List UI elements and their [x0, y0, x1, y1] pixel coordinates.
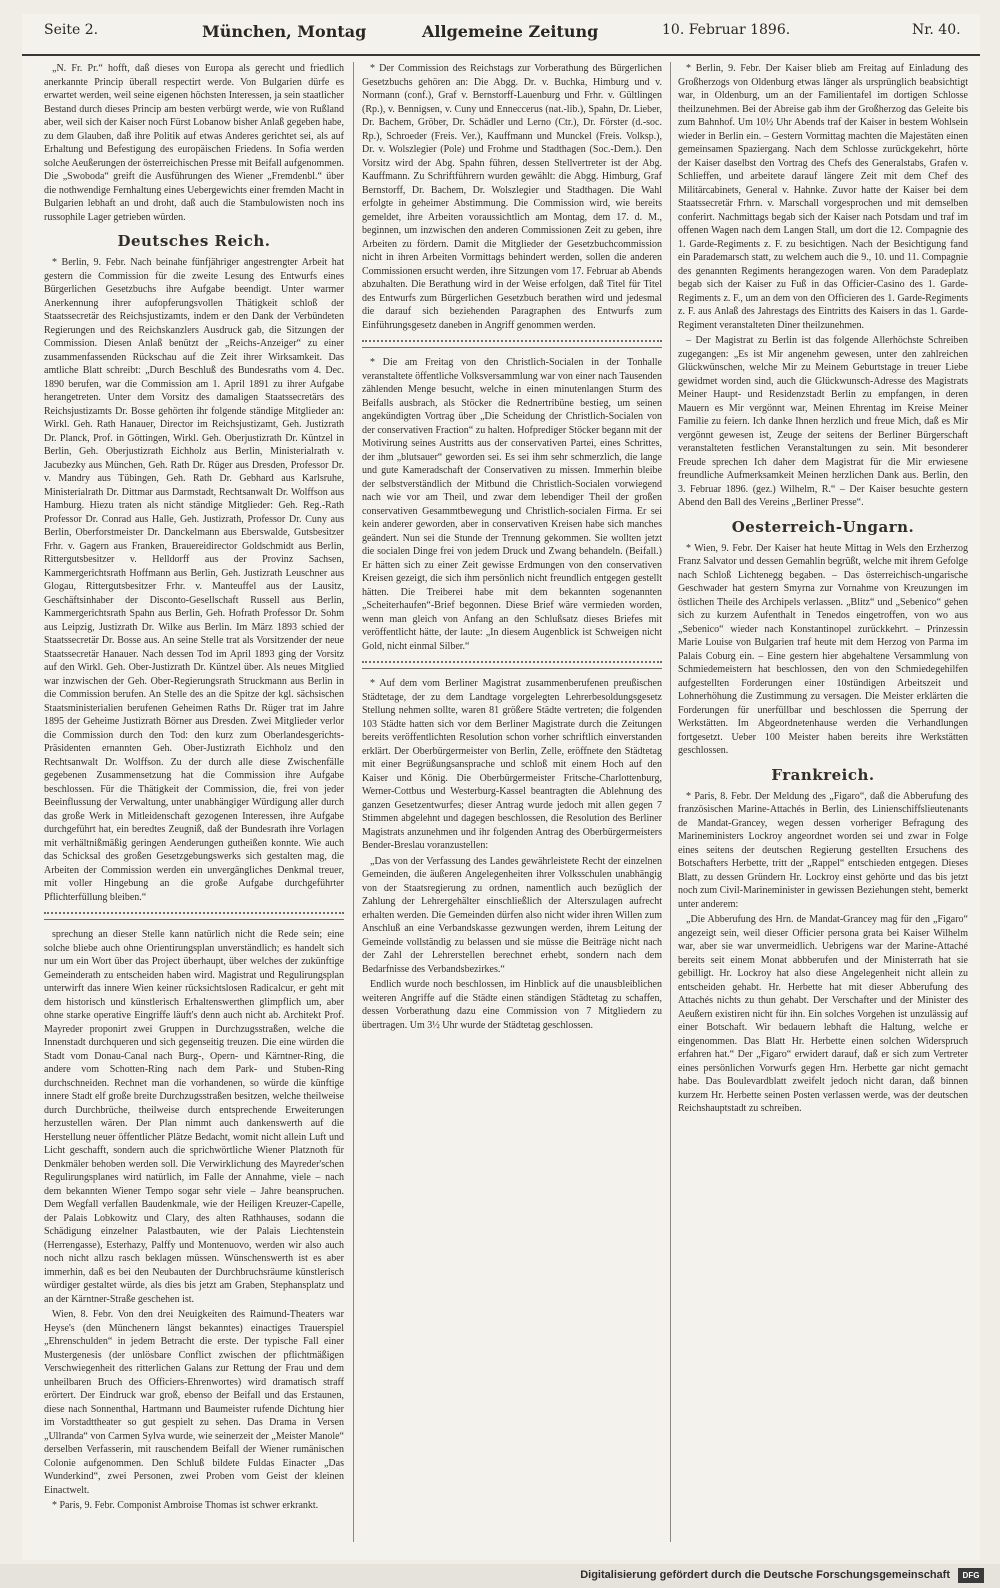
article-wien-kaiser: * Wien, 9. Febr. Der Kaiser hat heute Mittag in Wels den Erzherzog Franz Salvator und dessen Gemahlin begrüßt, welche mit ihrem Gefolge nach Schloß Lichtenegg begaben. – Das österreichisch-ungarische Geschwader hat gestern Smyrna zur Vornahme von Kreuzungen im östlichen Theile des Archipels verlassen. „Blitz“ und „Sebenico“ gehen sich zu kurzem Aufenthalt in Tenedos eingetroffen, von wo aus „Sebenico“ wieder nach Konstantinopel zurückkehrt. – Prinzessin Marie Louise von Bulgarien traf heute mit dem Herzog von Parma im Palais Coburg ein. – Eine gestern hier abgehaltene Versammlung von Schmiedemeistern hat beschlossen, den von den Schmiedegehilfen aufgestellten Forderungen einer 10stündigen Arbeitszeit und Lohnerhöhung die Zustimmung zu versagen. Die Meister erklärten die Forderungen für unerfüllbar und beschlossen die Sperrung der Werkstätten. Im Abgeordnetenhause werden die Verhandlungen fortgesetzt. Ueber 100 Meister haben bereits ihre Werkstätten geschlossen. [678, 542, 968, 756]
issue-date: 10. Februar 1896. [662, 22, 791, 38]
article-staedtetag-end: Endlich wurde noch beschlossen, im Hinblick auf die unausbleiblichen weiteren Angriffe auf die Städte einen ständigen Städtetag zu schaffen, dessen Vorberathung dazu eine Commission von 7 Mitgliedern zu übertragen. Um 3½ Uhr wurde der Städtetag geschlossen. [362, 979, 662, 1031]
separator-rule [362, 340, 662, 348]
section-heading-deutsches-reich: Deutsches Reich. [117, 232, 271, 250]
section-heading-oesterreich-ungarn: Oesterreich-Ungarn. [731, 517, 915, 536]
newspaper-page [22, 14, 980, 1560]
article-staedtetag: * Auf dem vom Berliner Magistrat zusammenberufenen preußischen Städtetage, der zu dem Landtage vorgelegten Lehrerbesoldungsgesetz Stellung nehmen sollte, waren 81 größere Städte vertreten; die folgenden 103 Städte hatten sich vor dem Berliner Magistrate durch die Zeitungen bereits veröffentlichten Resolution schon vorher schriftlich einverstanden erklärt. Der Oberbürgermeister von Berlin, Zelle, eröffnete den Städtetag mit einer Begrüßungsansprache und schloß mit einem Hoch auf den Kaiser und König. Die Oberbürgermeister Fritsche-Charlottenburg, Werner-Cottbus und Westerburg-Kassel beantragten die Ablehnung des ganzen Gesetzentwurfes; dieser Antrag wurde jedoch mit allen gegen 7 Stimmen abgelehnt und dagegen beschlossen, die Resolution des Berliner Magistrats anzunehmen und ihr folgenden Antrag des Oberbürgermeisters Bender-Breslau voranzustellen: [362, 678, 662, 851]
issue-number: Nr. 40. [912, 22, 961, 38]
column-2 [362, 62, 662, 1542]
section-heading-frankreich: Frankreich. [771, 765, 875, 784]
article-wien-regulation: sprechung an dieser Stelle kann natürlich nicht die Rede sein; eine solche bliebe auch ohne Orientirungsplan unverständlich; es handelt sich nur um ein Wort über das Project überhaupt, über welches der zukünftige Gemeinderath zu entscheiden haben wird. Magistrat und Regulirungsplan unterwirft das innere Wien keiner rücksichtslosen Radicalcur, er geht mit dem historisch und künstlerisch Erhaltenswerthen glimpflich um, aber ohne starke operative Eingriffe läuft's denn auch nicht ab. Architekt Prof. Mayreder proponirt zwei Gruppen in Durchzugsstraßen, welche die Innenstadt durchqueren und sich gegenseitig treuzen. Die eine würden die Stadt vom Donau-Canal nach Burg-, Opern- und Kärntner-Ring, die andere vom Schotten-Ring nach dem Park- und Stuben-Ring durchschneiden. Rechnet man die vorhandenen, so würde die künftige innere Stadt elf große breite Durchzugsstraßen besitzen, welche theilweise durch Durchbrüche, theilweise durch entsprechende Erweiterungen herzustellen wären. Der Plan nimmt auch dankenswerth auf die Herstellung neuer öffentlicher Plätze Bedacht, womit nicht allein Luft und Licht geschafft, sondern auch die sprichwörtliche Wiener Platznoth für Denkmäler behoben werden soll. Die Verwirklichung des Mayreder'schen Regulirungsplanes wird natürlich, im Falle der Annahme, viele – nach dem bekannten Wiener Tempo sogar sehr viele – Jahre beanspruchen. Dem Wegfall verfallen Baudenkmale, wie der Heiligen Kreuzer-Capelle, der Palais Lobkowitz und Clary, des alten Rathhauses, sodann die Schädigung einzelner Palastbauten, wie der Palais Liechtenstein (Herrengasse), Esterhazy, Palffy und Montenuovo, werden wir also auch noch nicht allzu rasch beklagen müssen. Wünschenswerth ist es aber immerhin, daß es bei den Neubauten der Durchbruchsräume künstlerisch würdiger gestaltet würde, als dies bis jetzt am Graben, Stephansplatz und an der Kärntner-Straße geschehen ist. [44, 929, 344, 1305]
article-christlich-sociale: * Die am Freitag von den Christlich-Socialen in der Tonhalle veranstaltete öffentliche Volksversammlung war von einer nach Tausenden zählenden Menge besucht, welche in einen minutenlangen Sturm des Beifalls ausbrach, als Stöcker die Rednertribüne bestieg, um seinen angekündigten Vortrag über „Die Scheidung der Christlich-Socialen von der conservativen Fraction“ zu halten. Hofprediger Stöcker begann mit der Motivirung seines Austritts aus der conservativen Partei, eines Schrittes, der ihm „blutsauer“ geworden sei. Es sei ihm sehr schmerzlich, die lange und gute Kameradschaft der Conservativen zu missen. Immerhin bleibe der selbstverständlich der Mitbund die Christlich-Socialen vorwiegend nach wie vor am Theil, und zwar dem lebendiger Theil der großen conservativen Gesammtbewegung und Christlich-socialen Firma. Er sei kein anderer geworden, aber in conservativen Kreisen habe sich manches geändert. Nun sei die Stunde der Trennung gekommen. Sie wollten jetzt die socialen Dinge frei von jedem Druck und Zwang behandeln. (Beifall.) Er hätten sich zu einer Zeit gewisse Erdmungen von den conservativen Kreisen gezeigt, die sich ihm persönlich nicht freundlich entgegen gestellt hätten. Die Treiberei habe mit dem bekannten sogenannten „Scheiterhaufen“-Brief begonnen. Diese Brief wäre vermieden worden, wenn man gleich von Anfang an den Schlußsatz dieses Briefes mit veröffentlicht hätte, der laute: „In diesem Augenblick ist Schweigen nicht Gold, nicht einmal Silber.“ [362, 357, 662, 652]
article-reichstag-commission: * Der Commission des Reichstags zur Vorberathung des Bürgerlichen Gesetzbuchs gehören an: Die Abgg. Dr. v. Buchka, Himburg und v. Normann (conf.), Graf v. Bernstorff-Lauenburg und Frhr. v. Gültlingen (Rp.), v. Bennigsen, v. Cuny und Enneccerus (nat.-lib.), Spahn, Dr. Lieber, Dr. Bachem, Gröber, Dr. Schädler und Lerno (Ctr.), Dr. Förster (d.-soc. Rp.), Schroeder (Freis. Ver.), Kauffmann und Munckel (Freis. Volksp.), Dr. v. Wolszlegier (Pole) und Frohme und Stadthagen (Soc.-Dem.). Den Vorsitz wird der Abg. Spahn führen, dessen Stellvertreter ist der Abg. Kauffmann. Zu Schriftführern wurden gewählt: die Abgg. Himburg, Graf Bernstorff, Dr. Bachem, Dr. Wolszlegier und Stadthagen. Die Wahl erfolgte in geheimer Abstimmung. Die Commission wird, wie bereits gemeldet, ihre Arbeiten voraussichtlich am Montag, dem 17. d. M., beginnen, um inzwischen den anderen Commissionen Zeit zu geben, ihre Arbeiten zu fördern. Damit die Mitglieder der Gesetzbuchcommission nicht in ihren Arbeiten Vormittags behindert werden, sollen die anderen Commissionen ersucht werden, ihre Sitzungen vom 17. Februar ab Abends abzuhalten. Die Berathung wird in der Weise erfolgen, daß Titel für Titel des Entwurfs zum Bürgerlichen Gesetzbuch berathen wird und jedesmal die darauf sich beziehenden Paragraphen des Entwurfs zum Einführungsgesetz daneben in Angriff genommen werden. [362, 63, 662, 331]
digitization-footer [0, 1564, 1000, 1588]
article-paris-thomas: * Paris, 9. Febr. Componist Ambroise Thomas ist schwer erkrankt. [52, 1500, 319, 1511]
separator-rule [362, 661, 662, 669]
article-berlin-kaiser: * Berlin, 9. Febr. Der Kaiser blieb am Freitag auf Einladung des Großherzogs von Oldenburg etwas länger als ursprünglich beabsichtigt war, in Oldenburg, um an der Familientafel im dortigen Schlosse theilzunehmen. Bei der Abreise gab ihm der Großherzog das Geleite bis zum Bahnhof. Um 10½ Uhr Abends traf der Kaiser in bestem Wohlsein wieder in Berlin ein. – Gestern Vormittag machten die Majestäten einen gemeinsamen Spaziergang. Nach dem Schlosse zurückgekehrt, hörte der Kaiser daselbst den Vortrag des Chefs des Generalstabs, Grafen v. Schlieffen, und arbeitete darauf längere Zeit mit dem Chef des Militärcabinets, General v. Hahnke. Zuvor hatte der Kaiser bei dem Staatssecretär Frhrn. v. Marschall vorgesprochen und mit demselben conferirt. Nachmittags begab sich der Kaiser nach Potsdam und traf im offenen Wagen nach dem Langen Stall, um dort die 12. Compagnie des 1. Garde-Regiments z. F. zu besichtigen. Nach der Besichtigung fand ein Parademarsch statt, zu welchem auch die 9., 10. und 11. Compagnie des genannten Regiments herangezogen waren. Von dem Paradeplatz begab sich der Kaiser zu Fuß in das Officier-Casino des 1. Garde-Regiments z. F., um an dem von den Officieren des 1. Garde-Regiments z. F. aus Anlaß des Jahrestags des Eintritts des Kaisers in das 1. Garde-Regiment veranstalteten Diner theilzunehmen. [678, 63, 968, 331]
article-staedtetag-resolution: „Das von der Verfassung des Landes gewährleistete Recht der einzelnen Gemeinden, die äußeren Angelegenheiten ihrer Volksschulen unabhängig von der Staatsregierung zu ordnen, namentlich auch bezüglich der Zahlung der Lehrergehälter einschließlich der Alterszulagen aufrecht erhalten werden. Die Gemeinden dürfen also nicht wider ihren Willen zum Anschluß an eine Verbandskasse gezwungen werden, ihrem Leitung der Gemeinde vollständig zu belassen und sie müsse die Beiträge nicht nach der Zahl der Lehrerstellen berechnet erhebt, sondern nach dem Bedarfnisse des Verbandsbezirkes.“ [362, 855, 662, 975]
column-1 [44, 62, 344, 1542]
article-paris-rappel: „Die Abberufung des Hrn. de Mandat-Grancey mag für den „Figaro“ angezeigt sein, weil dieser Officier persona grata bei Kaiser Wilhelm war, aber sie war unvermeidlich. Uebrigens war der Marine-Attaché bereits seit einem Monat abbberufen und der Ministerrath hat sie gebilligt. Hr. Lockroy hat also diese Angelegenheit nicht allein zu entscheiden gehabt. Hr. Herbette hat mit dieser Abberufung des Attachés nichts zu thun gehabt. Der Verschafter und der Minister des Aeußern existiren nicht für ihn. Ein solches Vorgehen ist unzulässig auf einer Botschaft. Wir bedauern lebhaft die Haltung, welche er eingenommen. Das Blatt Hr. Herbette einen solchen Widerspruch erfahren hat.“ Der „Figaro“ erwidert darauf, daß er sich zum Vertreter eines persönlichen Vorwurfs gegen Hrn. Herbette gar nicht gemacht habe. Das Boulevardblatt zweifelt jedoch nicht daran, daß binnen kurzem Hr. Herbette seinen Posten verlassen werde, was der deutschen Reichshauptstadt zu schreiben. [678, 914, 968, 1114]
page-number: Seite 2. [44, 22, 99, 38]
article-bulgaria: „N. Fr. Pr.“ hofft, daß dieses von Europa als gerecht und friedlich anerkannte Princip überall respectirt werde. Von Bulgarien dürfe es erwartet werden, weil seine eigenen höchsten Interessen, ja sein staatlicher Bestand durch dieses Princip am besten verbürgt werde, wie von Rußland aber, weil sich der Kaiser noch Fürst Lobanow bisher Anlaß gegeben habe, zu dem Glauben, daß ihre Politik auf etwas Anderes gerichtet sei, als auf Erhaltung und Befestigung des europäischen Friedens. In Sofia werden solche Aeußerungen der österreichischen Presse mit Beifall aufgenommen. Die „Swoboda“ greift die Ausführungen des Wiener „Fremdenbl.“ über die nothwendige Fernhaltung eines Uebergewichts einer fremden Macht in Bulgarien lebhaft an und droht, daß auch die Stambulowisten noch ins russophile Lager getrieben würden. [44, 63, 344, 223]
dfg-logo-icon: DFG [958, 1568, 984, 1583]
city-day: München, Montag [202, 22, 367, 41]
separator-rule [44, 912, 344, 920]
column-divider [670, 62, 671, 1542]
column-3 [678, 62, 968, 1542]
footer-credit: Digitalisierung gefördert durch die Deutsche Forschungsgemeinschaft [580, 1569, 950, 1581]
newspaper-title: Allgemeine Zeitung [422, 22, 599, 41]
article-berlin-commission: * Berlin, 9. Febr. Nach beinahe fünfjähriger angestrengter Arbeit hat gestern die Commission für die zweite Lesung des Entwurfs eines Bürgerlichen Gesetzbuchs ihre Aufgabe beendigt. Unter warmer Anerkennung ihrer aufopferungsvollen Thätigkeit schloß der Staatssecretär des Reichsjustizamts, indem er den Dank der Verbündeten Regierungen und des Reichskanzlers Ausdruck gab, die Sitzungen der Commission. Diesen Anlaß benützt der „Reichs-Anzeiger“ zu einer zusammenfassenden Rückschau auf die Zeit ihrer Wirksamkeit. Das amtliche Blatt schreibt: „Durch Beschluß des Bundesraths vom 4. Dec. 1890 berufen, war die Commission am 1. April 1891 zu ihrer Aufgabe herangetreten. Unter dem Vorsitz des damaligen Staatssecretärs des Reichsjustizamts Dr. Bosse gehörten ihr folgende ständige Mitglieder an: Wirkl. Geh. Rath Hanauer, Director im Reichsjustizamt, Geh. Justizrath Dr. Planck, Prof. in Göttingen, Wirkl. Geh. Oberjustizrath Dr. Küntzel in Berlin, Geh. Oberjustizrath Eichholz aus Berlin, Ministerialrath v. Jacubezky aus München, Geh. Rath Dr. Rüger aus Dresden, Professor Dr. v. Mandry aus Tübingen, Geh. Rath Dr. Gebhard aus Karlsruhe, Ministerialrath Dr. Dittmar aus Darmstadt, Rechtsanwalt Dr. Wolffson aus Hamburg. Hiezu traten als nicht ständige Mitglieder: Geh. Reg.-Rath Professor Dr. Conrad aus Halle, Geh. Justizrath, Professor Dr. Cuny aus Berlin, Oberforstmeister Dr. Danckelmann aus Eberswalde, Gutsbesitzer Frhr. v. Gagern aus Franken, Brauereidirector Goldschmidt aus Berlin, Rittergutsbesitzer v. Helldorff aus der Provinz Sachsen, Kammergerichtsrath Hoffmann aus Berlin, Geh. Justizrath Leuschner aus Glogau, Rittergutsbesitzer Frhr. v. Manteuffel aus der Lausitz, Geschäftsinhaber der Disconto-Gesellschaft Russell aus Berlin, Kammergerichtsrath Spahn aus Berlin, Geh. Hofrath Professor Dr. Sohm aus Leipzig, Justizrath Dr. Wilke aus Berlin. Im März 1893 schied der Staatssecretär Dr. Bosse aus. An seine Stelle trat als Vorsitzender der neue Staatssecretär Hanauer. Nach dessen Tod im April 1893 ging der Vorsitz auf den Wirkl. Geh. Ober-Justizrath Dr. Küntzel über. Als neues Mitglied war inzwischen der Geh. Ober-Regierungsrath Struckmann aus Berlin in die Commission berufen. An Stelle des an die Spitze der kgl. sächsischen Staatsministerialien berufenen Geheimen Raths Dr. Rüger trat im Jahre 1895 der Geheime Justizrath Börner aus Dresden. Zwei Mitglieder verlor die Commission durch den Tod: den kurz zum Oberlandesgerichts-Präsidenten ernannten Geh. Ober-Justizrath Eichholz und den Rechtsanwalt Dr. Wolffson. Zu der durch alle diese Zwischenfälle gegebenen Zusammensetzung hat die Commission ihre Aufgabe beschlossen. Für die Thätigkeit der Commission, die, frei von jeder Beeinflussung der Verwaltung, unter unabhängiger Würdigung aller durch das große Werk in Mitleidenschaft gezogenen Interessen, ihre Aufgabe durchgeführt hat, ein beredtes Zeugniß, daß der Bundesrath ihre Vorlagen mit verhältnißmäßig geringen Aenderungen gutheißen konnte. Wie auch das Schicksal des großen Gesetzgebungswerks sich gestalten mag, die Arbeiten der Commission werden ein unvergängliches Denkmal treuer, mit voller Hingebung an die große Aufgabe durchgeführter Pflichterfüllung bleiben.“ [44, 257, 344, 903]
article-paris-figaro: * Paris, 8. Febr. Der Meldung des „Figaro“, daß die Abberufung des französischen Marine-Attachés in Berlin, des Linienschiffslieutenants de Mandat-Grancey, wegen dessen vorheriger Befragung des Marineministers Lockroy angeordnet worden sei und zwar in Folge eines seitens der deutschen Regierung gestellten Ersuchens des Botschafters Herbette, tritt der „Rappel“ entschieden entgegen. Dieses Blatt, zu dessen Gründern Hr. Lockroy einst gehörte und das bis jetzt noch zum Civil-Marineminister in gewissen Beziehungen steht, bemerkt unter anderem: [678, 790, 968, 910]
column-divider [353, 62, 354, 1542]
article-wien-theatre: Wien, 8. Febr. Von den drei Neuigkeiten des Raimund-Theaters war Heyse's (den Münchenern längst bekanntes) einactiges Trauerspiel „Ehrenschulden“ in jedem Betracht die erste. Der typische Fall einer Mustergenesis (der unlösbare Conflict zwischen der pflichtmäßigen Verschwiegenheit des ritterlichen Galans zur Rettung der Frau und dem unheilbaren Bruch des Officiers-Ehrenwortes) wird dramatisch straff erörtert. Der Eindruck war groß, ebenso der Beifall und das Erstaunen, diese nach Sonnenthal, Hartmann und Baumeister rufende Dichtung hier im Vorstadttheater so gut gespielt zu sehen. Das Drama in Versen „Ullranda“ von Carmen Sylva wurde, wie seinerzeit der „Meister Manole“ derselben Verfasserin, mit rauschendem Beifall der Wiener rumänischen Colonie aufgenommen. Den Schluß bildete Fuldas Einacter „Das Wunderkind“, zwei Personen, zwei Proben vom Geist der kleinen Einactwelt. [44, 1309, 344, 1496]
article-kaiser-letter: – Der Magistrat zu Berlin ist das folgende Allerhöchste Schreiben zugegangen: „Es ist Mir angenehm gewesen, unter den zahlreichen Glückwünschen, welche Mir zu Meinem Geburtstage in treuer Liebe gewidmet worden sind, auch die Glückwunsch-Adresse des Magistrats Meiner Haupt- und Residenzstadt Berlin zu empfangen, in deren Mauern es Mir vergönnt war, Meinen Ehrentag im Kreise Meiner Familie zu feiern. Ich danke Ihnen herzlich und freue Mich, daß es Mir vergönnt gewesen ist, Zeuge der seitens der Berliner Bürgerschaft veranstalteten festlichen Veranstaltungen zu sein. Mit besonderer Freude sprechen Ich daher dem Magistrat für die Mir erwiesene freundliche Aufmerksamkeit Meinen herzlichen Dank aus. Berlin, den 3. Februar 1896. (gez.) Wilhelm, R.“ – Der Kaiser besuchte gestern Abend den Ball des Vereins „Berliner Presse“. [678, 335, 968, 508]
masthead [22, 14, 980, 56]
